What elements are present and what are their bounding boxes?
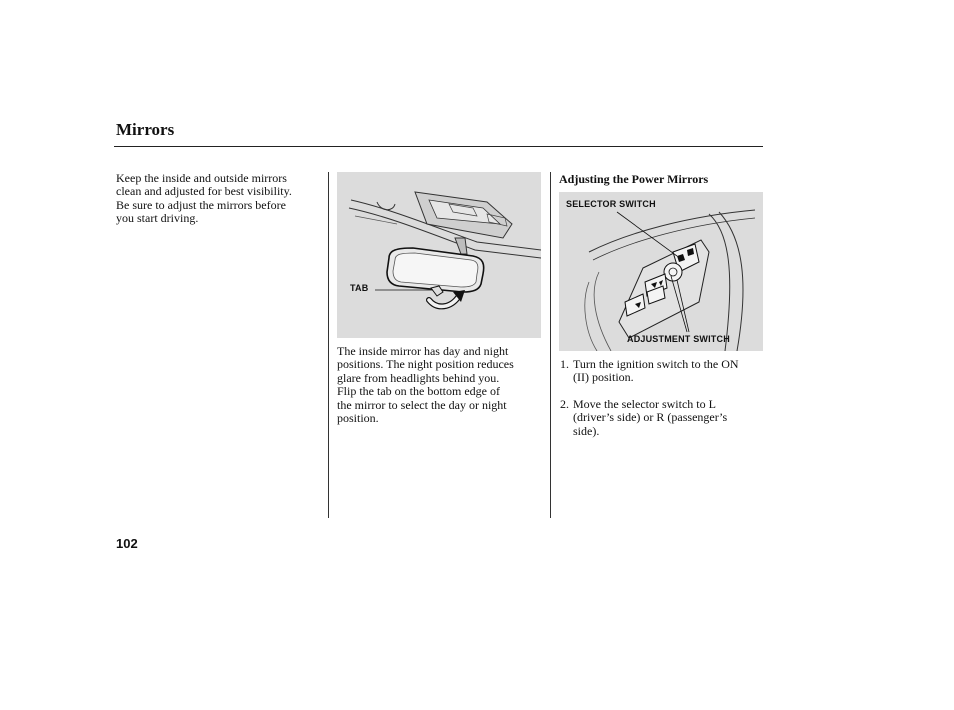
inside-mirror-line: glare from headlights behind you. <box>337 370 500 385</box>
intro-paragraph <box>116 172 321 226</box>
step-line: (II) position. <box>573 370 634 385</box>
inside-mirror-illustration <box>337 172 541 338</box>
intro-line: clean and adjusted for best visibility. <box>116 184 292 199</box>
tab-callout: TAB <box>350 283 369 293</box>
intro-line: you start driving. <box>116 211 199 226</box>
adjustment-switch-callout: ADJUSTMENT SWITCH <box>627 334 730 344</box>
step-number: 2. <box>560 397 569 411</box>
step-line: Move the selector switch to L <box>573 397 716 411</box>
title-divider <box>114 146 763 147</box>
inside-mirror-line: The inside mirror has day and night <box>337 344 509 358</box>
inside-mirror-line: the mirror to select the day or night <box>337 397 507 412</box>
step-item <box>560 398 765 440</box>
inside-mirror-line: Flip the tab on the bottom edge of <box>337 384 500 399</box>
step-line: side). <box>573 423 600 438</box>
step-item <box>560 358 765 386</box>
step-line: Turn the ignition switch to the ON <box>573 357 739 371</box>
intro-line: Keep the inside and outside mirrors <box>116 171 287 185</box>
power-mirror-switch-illustration <box>559 192 763 351</box>
page-title: Mirrors <box>116 120 175 139</box>
inside-mirror-line: position. <box>337 411 379 426</box>
page-number: 102 <box>116 536 138 551</box>
power-mirror-switch-drawing <box>559 192 763 351</box>
inside-mirror-line: positions. The night position reduces <box>337 357 514 372</box>
step-line: (driver’s side) or R (passenger’s <box>573 410 728 425</box>
inside-mirror-paragraph <box>337 345 547 425</box>
selector-switch-callout: SELECTOR SWITCH <box>566 199 656 209</box>
inside-mirror-drawing <box>337 172 541 338</box>
step-number: 1. <box>560 357 569 371</box>
intro-line: Be sure to adjust the mirrors before <box>116 197 286 212</box>
column-divider-right <box>550 172 551 518</box>
section-subheading: Adjusting the Power Mirrors <box>559 172 709 186</box>
column-divider-left <box>328 172 329 518</box>
